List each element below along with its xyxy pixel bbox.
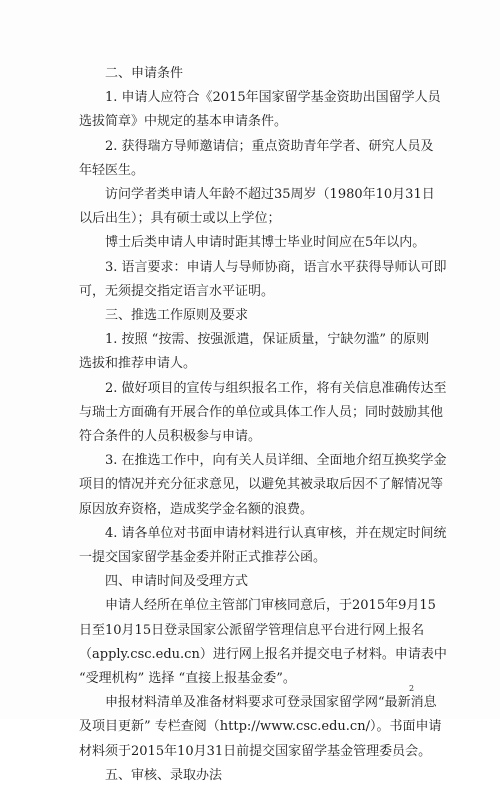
text-line: 申请人经所在单位主管部门审核同意后，于2015年9月15 (105, 598, 436, 614)
text-line: 4. 请各单位对书面申请材料进行认真审核，并在规定时间统 (105, 525, 447, 541)
text-line: 与瑞士方面确有开展合作的单位或具体工作人员；同时鼓励其他 (79, 404, 444, 420)
text-line: 博士后类申请人申请时距其博士毕业时间应在5年以内。 (105, 235, 426, 251)
text-line: 符合条件的人员积极参与申请。 (79, 429, 262, 445)
body-paragraph (79, 86, 441, 134)
section-heading (79, 570, 437, 594)
text-line: 二、申请条件 (105, 66, 184, 81)
section-heading (79, 62, 437, 86)
text-line: 可，无须提交指定语言水平证明。 (79, 283, 275, 299)
text-line: 以后出生）；具有硕士或以上学位； (79, 211, 281, 227)
text-line: 四、申请时间及受理方式 (105, 574, 249, 590)
text-line: 三、推选工作原则及要求 (105, 308, 249, 324)
text-line: 1. 申请人应符合《2015年国家留学基金资助出国留学人员 (105, 90, 441, 106)
body-paragraph (79, 135, 437, 183)
body-paragraph (79, 377, 447, 450)
body-paragraph (79, 231, 437, 255)
text-line: 五、审核、录取办法 (105, 767, 223, 783)
text-line: 日至10月15日登录国家公派留学管理信息平台进行网上报名 (79, 622, 425, 638)
text-line: 选拔简章》中规定的基本申请条件。 (79, 114, 288, 130)
text-line: 及项目更新” 专栏查阅（http://www.csc.edu.cn/）。书面申请 (79, 719, 442, 735)
text-line: 项目的情况并充分征求意见，以避免其被录取后因不了解情况等 (79, 477, 444, 493)
text-line: 申报材料清单及准备材料要求可登录国家留学网“最新消息 (105, 695, 437, 711)
body-paragraph (79, 256, 447, 304)
text-line: “受理机构” 选择 “直接上报基金委”。 (79, 671, 296, 687)
text-line: 材料须于2015年10月31日前提交国家留学基金管理委员会。 (79, 743, 432, 759)
text-line: 一提交国家留学基金委并附正式推荐公函。 (79, 550, 327, 566)
page-number: 2 (409, 684, 415, 693)
text-line: 3. 在推选工作中，向有关人员详细、全面地介绍互换奖学金 (105, 453, 447, 469)
text-line: 2. 获得瑞方导师邀请信；重点资助青年学者、研究人员及 (105, 138, 434, 154)
body-paragraph (79, 183, 437, 231)
section-heading (79, 304, 437, 328)
body-paragraph (79, 594, 447, 691)
text-line: （apply.csc.edu.cn）进行网上报名并提交电子材料。申请表中 (79, 646, 447, 662)
body-paragraph (79, 449, 447, 522)
document-body (79, 62, 447, 788)
text-line: 3. 语言要求：申请人与导师协商，语言水平获得导师认可即 (105, 259, 447, 275)
text-line: 选拔和推荐申请人。 (79, 356, 197, 372)
text-line: 年轻医生。 (79, 162, 145, 178)
text-line: 原因放弃资格，造成奖学金名额的浪费。 (79, 501, 314, 517)
body-paragraph (79, 328, 437, 376)
body-paragraph (79, 522, 447, 570)
text-line: 2. 做好项目的宣传与组织报名工作，将有关信息准确传达至 (105, 380, 447, 396)
section-heading (79, 764, 437, 788)
text-line: 1. 按照 “按需、按强派遣，保证质量，宁缺勿滥” 的原则 (105, 332, 430, 348)
text-line: 访问学者类申请人年龄不超过35周岁（1980年10月31日 (105, 187, 435, 203)
body-paragraph (79, 691, 442, 764)
